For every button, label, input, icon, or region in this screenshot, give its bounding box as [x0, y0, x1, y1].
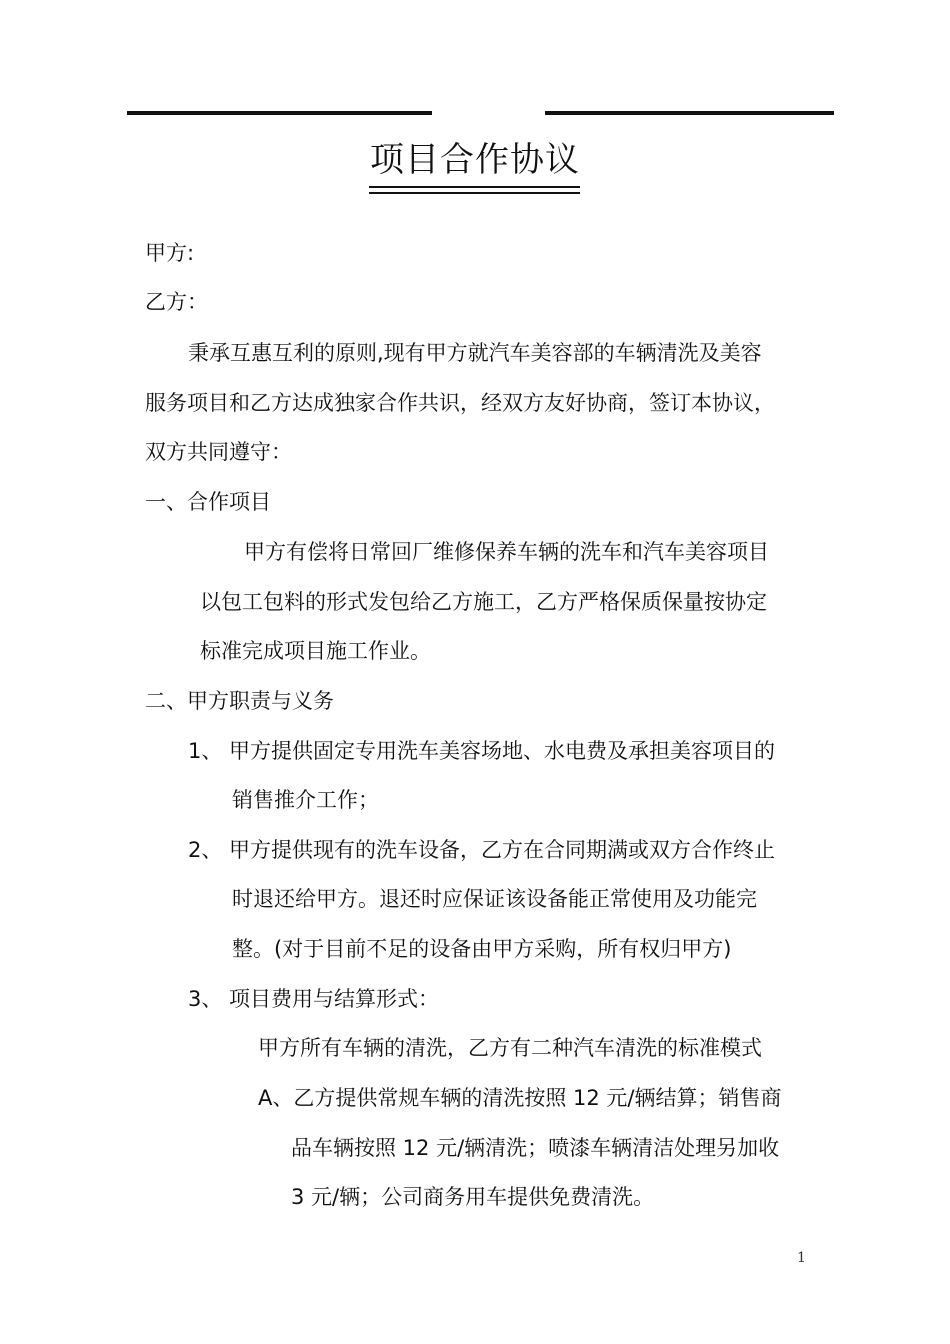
- item2-line-3: 整。(对于目前不足的设备由甲方采购，所有权归甲方): [232, 937, 732, 961]
- title-underline-bottom: [369, 192, 580, 194]
- item3-heading: 3、 项目费用与结算形式：: [188, 987, 440, 1011]
- header-rule-right: [545, 111, 834, 115]
- mode-a-line-3: 3 元/辆；公司商务用车提供免费清洗。: [291, 1185, 655, 1209]
- section1-line-1: 甲方有偿将日常回厂维修保养车辆的洗车和汽车美容项目: [244, 540, 769, 564]
- section1-line-2: 以包工包料的形式发包给乙方施工，乙方严格保质保量按协定: [200, 590, 767, 614]
- header-rule-left: [127, 111, 432, 115]
- item2-line-1: 2、 甲方提供现有的洗车设备，乙方在合同期满或双方合作终止: [188, 838, 776, 862]
- intro-line-1: 秉承互惠互利的原则,现有甲方就汽车美容部的车辆清洗及美容: [188, 341, 762, 365]
- page-number: 1: [797, 1250, 806, 1266]
- intro-line-3: 双方共同遵守：: [145, 440, 292, 464]
- section1-heading: 一、合作项目: [145, 490, 271, 514]
- item1-line-2: 销售推介工作；: [232, 788, 379, 812]
- intro-line-2: 服务项目和乙方达成独家合作共识，经双方友好协商，签订本协议，: [145, 391, 775, 415]
- party-a-label: 甲方:: [145, 241, 195, 265]
- title-underline-top: [369, 186, 580, 188]
- item2-line-2: 时退还给甲方。退还时应保证该设备能正常使用及功能完: [232, 887, 757, 911]
- section2-heading: 二、甲方职责与义务: [145, 689, 334, 713]
- item1-line-1: 1、 甲方提供固定专用洗车美容场地、水电费及承担美容项目的: [188, 739, 776, 763]
- mode-a-line-1: A、乙方提供常规车辆的清洗按照 12 元/辆结算；销售商: [258, 1086, 782, 1110]
- document-title: 项目合作协议: [370, 140, 580, 180]
- party-b-label: 乙方：: [145, 290, 208, 314]
- mode-a-line-2: 品车辆按照 12 元/辆清洗；喷漆车辆清洁处理另加收: [291, 1136, 780, 1160]
- section1-line-3: 标准完成项目施工作业。: [200, 639, 431, 663]
- item3-intro: 甲方所有车辆的清洗，乙方有二种汽车清洗的标准模式: [258, 1036, 762, 1060]
